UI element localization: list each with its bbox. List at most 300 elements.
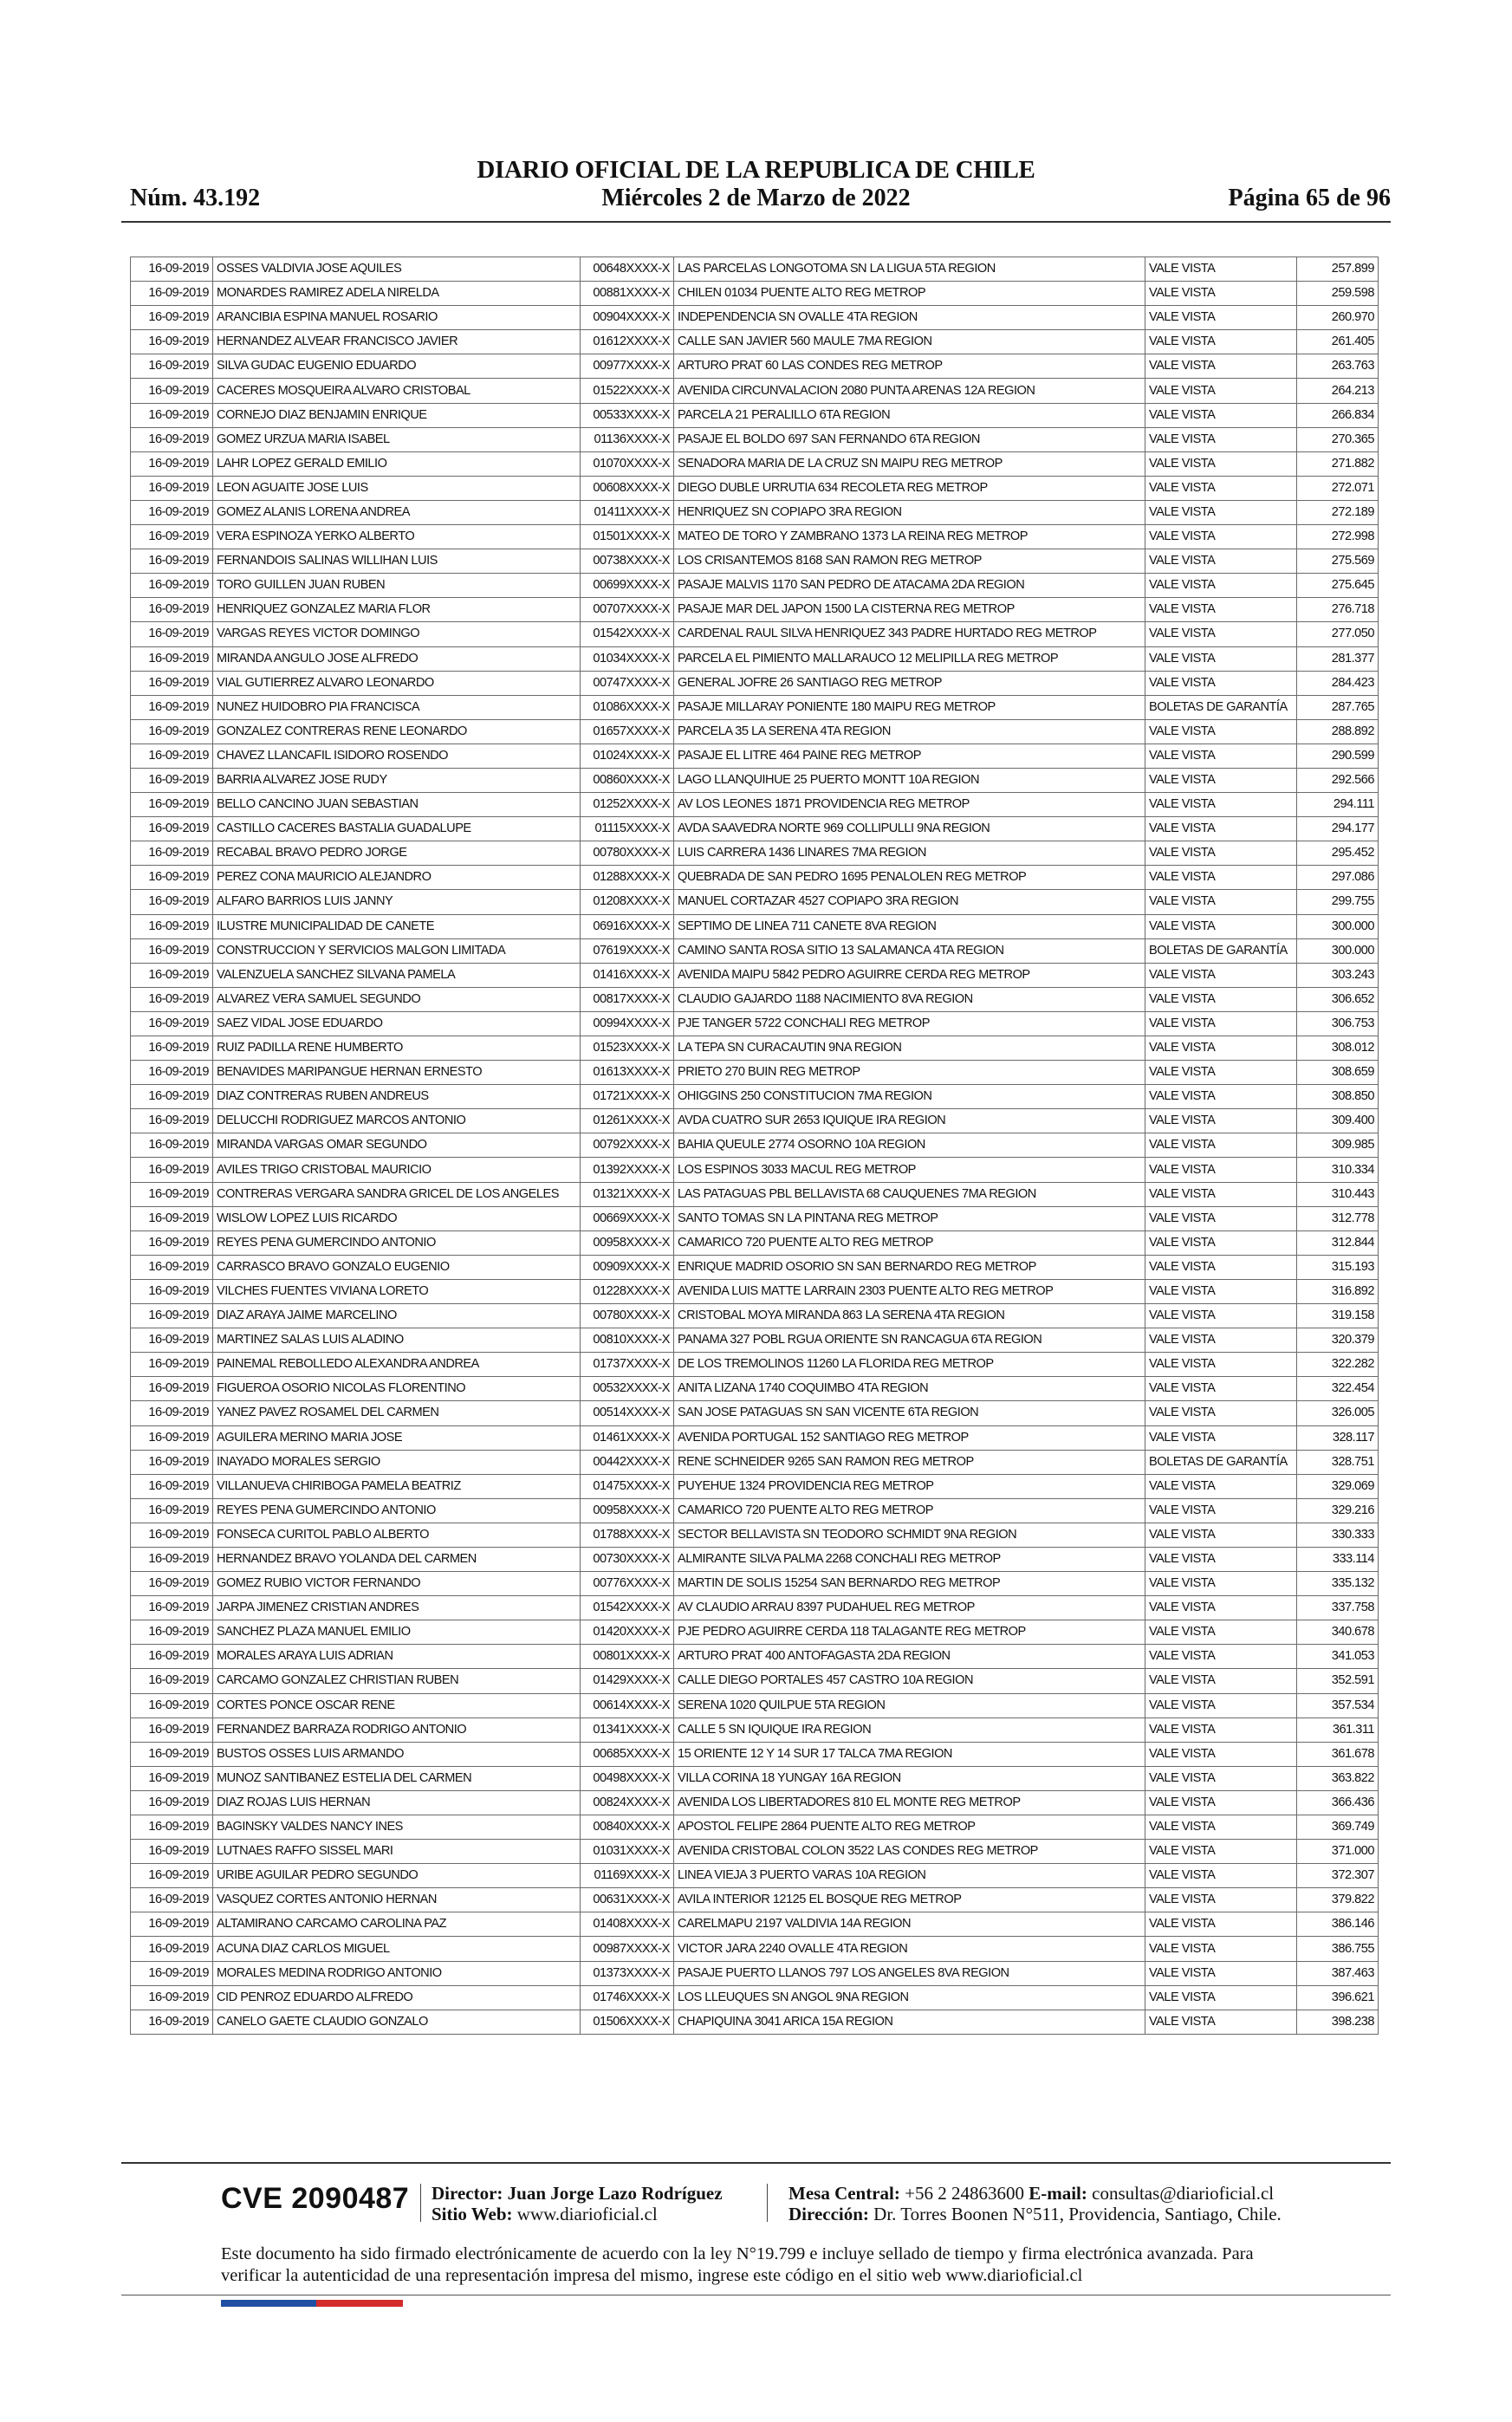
- row-address: LOS ESPINOS 3033 MACUL REG METROP: [674, 1158, 1145, 1182]
- row-name: DELUCCHI RODRIGUEZ MARCOS ANTONIO: [213, 1109, 581, 1133]
- row-rut: 00987XXXX-X: [581, 1937, 674, 1961]
- row-date: 16-09-2019: [131, 1425, 213, 1450]
- row-date: 16-09-2019: [131, 1279, 213, 1303]
- row-amount: 284.423: [1297, 671, 1379, 695]
- row-rut: 01737XXXX-X: [581, 1353, 674, 1377]
- row-payment-type: VALE VISTA: [1145, 866, 1297, 890]
- row-address: LUIS CARRERA 1436 LINARES 7MA REGION: [674, 841, 1145, 866]
- table-row: [131, 476, 1379, 500]
- row-name: CONTRERAS VERGARA SANDRA GRICEL DE LOS ANGELES: [213, 1182, 581, 1206]
- table-row: [131, 646, 1379, 671]
- row-address: LA TEPA SN CURACAUTIN 9NA REGION: [674, 1036, 1145, 1061]
- row-address: CHAPIQUINA 3041 ARICA 15A REGION: [674, 2010, 1145, 2034]
- row-address: PASAJE MAR DEL JAPON 1500 LA CISTERNA REG METROP: [674, 598, 1145, 622]
- row-name: CACERES MOSQUEIRA ALVARO CRISTOBAL: [213, 379, 581, 403]
- row-name: BELLO CANCINO JUAN SEBASTIAN: [213, 793, 581, 817]
- row-payment-type: VALE VISTA: [1145, 1279, 1297, 1303]
- row-amount: 308.659: [1297, 1061, 1379, 1085]
- row-payment-type: VALE VISTA: [1145, 1255, 1297, 1279]
- website-link[interactable]: www.diarioficial.cl: [516, 2204, 658, 2224]
- row-address: SERENA 1020 QUILPUE 5TA REGION: [674, 1693, 1145, 1717]
- table-row: [131, 866, 1379, 890]
- row-address: CAMARICO 720 PUENTE ALTO REG METROP: [674, 1230, 1145, 1255]
- row-amount: 369.749: [1297, 1815, 1379, 1840]
- row-date: 16-09-2019: [131, 1377, 213, 1401]
- row-rut: 01408XXXX-X: [581, 1912, 674, 1937]
- table-row: [131, 574, 1379, 598]
- row-name: BARRIA ALVAREZ JOSE RUDY: [213, 768, 581, 792]
- row-date: 16-09-2019: [131, 1498, 213, 1523]
- row-rut: 06916XXXX-X: [581, 914, 674, 938]
- row-address: CHILEN 01034 PUENTE ALTO REG METROP: [674, 282, 1145, 306]
- row-name: PEREZ CONA MAURICIO ALEJANDRO: [213, 866, 581, 890]
- row-date: 16-09-2019: [131, 525, 213, 549]
- row-date: 16-09-2019: [131, 646, 213, 671]
- row-amount: 263.763: [1297, 354, 1379, 379]
- row-rut: 01416XXXX-X: [581, 963, 674, 987]
- row-address: AVENIDA LUIS MATTE LARRAIN 2303 PUENTE ALTO REG METROP: [674, 1279, 1145, 1303]
- row-rut: 01746XXXX-X: [581, 1985, 674, 2010]
- row-payment-type: VALE VISTA: [1145, 1230, 1297, 1255]
- row-rut: 00977XXXX-X: [581, 354, 674, 379]
- row-amount: 328.751: [1297, 1450, 1379, 1474]
- table-row: [131, 1401, 1379, 1425]
- row-date: 16-09-2019: [131, 1620, 213, 1645]
- table-row: [131, 1328, 1379, 1353]
- row-name: VILCHES FUENTES VIVIANA LORETO: [213, 1279, 581, 1303]
- row-date: 16-09-2019: [131, 1815, 213, 1840]
- row-payment-type: VALE VISTA: [1145, 1717, 1297, 1742]
- row-rut: 01475XXXX-X: [581, 1474, 674, 1498]
- row-rut: 00533XXXX-X: [581, 403, 674, 427]
- row-address: RENE SCHNEIDER 9265 SAN RAMON REG METROP: [674, 1450, 1145, 1474]
- row-rut: 00780XXXX-X: [581, 841, 674, 866]
- row-amount: 288.892: [1297, 719, 1379, 743]
- row-date: 16-09-2019: [131, 793, 213, 817]
- row-date: 16-09-2019: [131, 1645, 213, 1669]
- row-date: 16-09-2019: [131, 695, 213, 719]
- row-rut: 00738XXXX-X: [581, 549, 674, 574]
- row-date: 16-09-2019: [131, 938, 213, 963]
- row-rut: 00747XXXX-X: [581, 671, 674, 695]
- row-amount: 387.463: [1297, 1961, 1379, 1985]
- table-row: [131, 1498, 1379, 1523]
- row-rut: 01252XXXX-X: [581, 793, 674, 817]
- row-payment-type: VALE VISTA: [1145, 1523, 1297, 1547]
- row-amount: 309.400: [1297, 1109, 1379, 1133]
- row-payment-type: VALE VISTA: [1145, 1498, 1297, 1523]
- row-rut: 01612XXXX-X: [581, 330, 674, 354]
- row-amount: 300.000: [1297, 938, 1379, 963]
- row-date: 16-09-2019: [131, 1864, 213, 1888]
- row-address: CLAUDIO GAJARDO 1188 NACIMIENTO 8VA REGION: [674, 987, 1145, 1011]
- row-date: 16-09-2019: [131, 1133, 213, 1158]
- row-address: AVDA CUATRO SUR 2653 IQUIQUE IRA REGION: [674, 1109, 1145, 1133]
- row-rut: 01070XXXX-X: [581, 451, 674, 476]
- table-row: [131, 1790, 1379, 1815]
- table-row: [131, 1206, 1379, 1230]
- row-address: PARCELA EL PIMIENTO MALLARAUCO 12 MELIPILLA REG METROP: [674, 646, 1145, 671]
- row-payment-type: VALE VISTA: [1145, 1766, 1297, 1790]
- row-payment-type: VALE VISTA: [1145, 330, 1297, 354]
- row-address: VILLA CORINA 18 YUNGAY 16A REGION: [674, 1766, 1145, 1790]
- address-label: Dirección:: [788, 2204, 869, 2224]
- row-payment-type: VALE VISTA: [1145, 476, 1297, 500]
- row-name: CID PENROZ EDUARDO ALFREDO: [213, 1985, 581, 2010]
- table-row: [131, 1304, 1379, 1328]
- row-address: ANITA LIZANA 1740 COQUIMBO 4TA REGION: [674, 1377, 1145, 1401]
- row-date: 16-09-2019: [131, 1766, 213, 1790]
- table-row: [131, 1255, 1379, 1279]
- row-rut: 01228XXXX-X: [581, 1279, 674, 1303]
- row-payment-type: BOLETAS DE GARANTÍA: [1145, 1450, 1297, 1474]
- row-name: MORALES ARAYA LUIS ADRIAN: [213, 1645, 581, 1669]
- row-date: 16-09-2019: [131, 1840, 213, 1864]
- row-name: BENAVIDES MARIPANGUE HERNAN ERNESTO: [213, 1061, 581, 1085]
- table-row: [131, 768, 1379, 792]
- row-date: 16-09-2019: [131, 574, 213, 598]
- legal-notice: Este documento ha sido firmado electrónicamente de acuerdo con la ley N°19.799 e incluye sellado de tiempo y firma electrónica avanzada. Para verificar la autenticidad de una representación impresa del mismo, ingrese este código en el sitio web www.diarioficial.cl: [221, 2244, 1254, 2285]
- row-rut: 01411XXXX-X: [581, 500, 674, 524]
- table-row: [131, 938, 1379, 963]
- row-date: 16-09-2019: [131, 1085, 213, 1109]
- row-rut: 01788XXXX-X: [581, 1523, 674, 1547]
- row-rut: 01522XXXX-X: [581, 379, 674, 403]
- row-name: ILUSTRE MUNICIPALIDAD DE CANETE: [213, 914, 581, 938]
- row-amount: 259.598: [1297, 282, 1379, 306]
- row-payment-type: VALE VISTA: [1145, 1304, 1297, 1328]
- row-name: FIGUEROA OSORIO NICOLAS FLORENTINO: [213, 1377, 581, 1401]
- row-date: 16-09-2019: [131, 671, 213, 695]
- email-link[interactable]: consultas@diarioficial.cl: [1092, 2183, 1275, 2204]
- row-rut: 00685XXXX-X: [581, 1742, 674, 1766]
- row-amount: 308.850: [1297, 1085, 1379, 1109]
- payments-table: [130, 256, 1379, 2035]
- table-row: [131, 1693, 1379, 1717]
- row-address: AVENIDA LOS LIBERTADORES 810 EL MONTE REG METROP: [674, 1790, 1145, 1815]
- row-name: CONSTRUCCION Y SERVICIOS MALGON LIMITADA: [213, 938, 581, 963]
- row-payment-type: VALE VISTA: [1145, 793, 1297, 817]
- table-row: [131, 1985, 1379, 2010]
- row-name: BUSTOS OSSES LUIS ARMANDO: [213, 1742, 581, 1766]
- table-row: [131, 525, 1379, 549]
- row-amount: 335.132: [1297, 1572, 1379, 1596]
- row-name: ALFARO BARRIOS LUIS JANNY: [213, 890, 581, 914]
- row-amount: 361.311: [1297, 1717, 1379, 1742]
- row-date: 16-09-2019: [131, 1109, 213, 1133]
- row-amount: 326.005: [1297, 1401, 1379, 1425]
- row-amount: 333.114: [1297, 1547, 1379, 1571]
- row-amount: 330.333: [1297, 1523, 1379, 1547]
- director-label: Director:: [432, 2183, 503, 2204]
- row-rut: 00780XXXX-X: [581, 1304, 674, 1328]
- row-amount: 398.238: [1297, 2010, 1379, 2034]
- row-payment-type: VALE VISTA: [1145, 1693, 1297, 1717]
- row-amount: 295.452: [1297, 841, 1379, 866]
- row-address: INDEPENDENCIA SN OVALLE 4TA REGION: [674, 306, 1145, 330]
- row-address: AV CLAUDIO ARRAU 8397 PUDAHUEL REG METROP: [674, 1596, 1145, 1620]
- row-name: GOMEZ URZUA MARIA ISABEL: [213, 427, 581, 451]
- row-address: LINEA VIEJA 3 PUERTO VARAS 10A REGION: [674, 1864, 1145, 1888]
- table-row: [131, 354, 1379, 379]
- row-amount: 340.678: [1297, 1620, 1379, 1645]
- table-row: [131, 890, 1379, 914]
- row-rut: 01024XXXX-X: [581, 743, 674, 768]
- row-address: LOS CRISANTEMOS 8168 SAN RAMON REG METROP: [674, 549, 1145, 574]
- flag-stripe-blue: [221, 2300, 316, 2307]
- row-date: 16-09-2019: [131, 1790, 213, 1815]
- table-row: [131, 451, 1379, 476]
- row-address: QUEBRADA DE SAN PEDRO 1695 PENALOLEN REG METROP: [674, 866, 1145, 890]
- row-name: REYES PENA GUMERCINDO ANTONIO: [213, 1230, 581, 1255]
- row-payment-type: VALE VISTA: [1145, 1912, 1297, 1937]
- row-payment-type: VALE VISTA: [1145, 1109, 1297, 1133]
- row-name: DIAZ ROJAS LUIS HERNAN: [213, 1790, 581, 1815]
- row-date: 16-09-2019: [131, 987, 213, 1011]
- row-address: PASAJE EL LITRE 464 PAINE REG METROP: [674, 743, 1145, 768]
- table-row: [131, 1645, 1379, 1669]
- row-rut: 00608XXXX-X: [581, 476, 674, 500]
- row-amount: 341.053: [1297, 1645, 1379, 1669]
- row-date: 16-09-2019: [131, 598, 213, 622]
- address-text: Dr. Torres Boonen N°511, Providencia, Santiago, Chile.: [873, 2204, 1282, 2224]
- row-address: AVENIDA MAIPU 5842 PEDRO AGUIRRE CERDA REG METROP: [674, 963, 1145, 987]
- table-row: [131, 1523, 1379, 1547]
- row-name: VASQUEZ CORTES ANTONIO HERNAN: [213, 1888, 581, 1912]
- row-rut: 00824XXXX-X: [581, 1790, 674, 1815]
- row-date: 16-09-2019: [131, 841, 213, 866]
- phone-number: +56 2 24863600: [905, 2183, 1024, 2204]
- row-address: 15 ORIENTE 12 Y 14 SUR 17 TALCA 7MA REGION: [674, 1742, 1145, 1766]
- row-rut: 01542XXXX-X: [581, 1596, 674, 1620]
- row-name: CHAVEZ LLANCAFIL ISIDORO ROSENDO: [213, 743, 581, 768]
- table-row: [131, 257, 1379, 282]
- row-amount: 260.970: [1297, 306, 1379, 330]
- row-amount: 329.069: [1297, 1474, 1379, 1498]
- website-label: Sitio Web:: [432, 2204, 513, 2224]
- row-date: 16-09-2019: [131, 257, 213, 282]
- row-rut: 00514XXXX-X: [581, 1401, 674, 1425]
- row-name: CANELO GAETE CLAUDIO GONZALO: [213, 2010, 581, 2034]
- row-date: 16-09-2019: [131, 1401, 213, 1425]
- table-row: [131, 1572, 1379, 1596]
- row-date: 16-09-2019: [131, 1888, 213, 1912]
- table-row: [131, 914, 1379, 938]
- row-address: ENRIQUE MADRID OSORIO SN SAN BERNARDO REG METROP: [674, 1255, 1145, 1279]
- row-name: GONZALEZ CONTRERAS RENE LEONARDO: [213, 719, 581, 743]
- row-name: LAHR LOPEZ GERALD EMILIO: [213, 451, 581, 476]
- table-row: [131, 1377, 1379, 1401]
- table-row: [131, 1912, 1379, 1937]
- table-row: [131, 1717, 1379, 1742]
- row-amount: 257.899: [1297, 257, 1379, 282]
- table-row: [131, 695, 1379, 719]
- row-rut: 00958XXXX-X: [581, 1498, 674, 1523]
- row-amount: 272.998: [1297, 525, 1379, 549]
- table-row: [131, 1474, 1379, 1498]
- phone-label: Mesa Central:: [788, 2183, 900, 2204]
- row-date: 16-09-2019: [131, 1036, 213, 1061]
- row-amount: 319.158: [1297, 1304, 1379, 1328]
- row-name: FERNANDOIS SALINAS WILLIHAN LUIS: [213, 549, 581, 574]
- table-row: [131, 306, 1379, 330]
- row-payment-type: VALE VISTA: [1145, 963, 1297, 987]
- row-rut: 01501XXXX-X: [581, 525, 674, 549]
- row-payment-type: VALE VISTA: [1145, 598, 1297, 622]
- row-name: URIBE AGUILAR PEDRO SEGUNDO: [213, 1864, 581, 1888]
- row-address: PASAJE MALVIS 1170 SAN PEDRO DE ATACAMA 2DA REGION: [674, 574, 1145, 598]
- row-address: PUYEHUE 1324 PROVIDENCIA REG METROP: [674, 1474, 1145, 1498]
- row-rut: 01392XXXX-X: [581, 1158, 674, 1182]
- row-name: DIAZ CONTRERAS RUBEN ANDREUS: [213, 1085, 581, 1109]
- row-rut: 00498XXXX-X: [581, 1766, 674, 1790]
- table-row: [131, 987, 1379, 1011]
- row-date: 16-09-2019: [131, 1742, 213, 1766]
- row-rut: 01657XXXX-X: [581, 719, 674, 743]
- row-payment-type: VALE VISTA: [1145, 1328, 1297, 1353]
- row-payment-type: VALE VISTA: [1145, 768, 1297, 792]
- row-date: 16-09-2019: [131, 1937, 213, 1961]
- row-payment-type: VALE VISTA: [1145, 987, 1297, 1011]
- row-amount: 386.146: [1297, 1912, 1379, 1937]
- row-date: 16-09-2019: [131, 1061, 213, 1085]
- row-amount: 299.755: [1297, 890, 1379, 914]
- row-rut: 01086XXXX-X: [581, 695, 674, 719]
- row-rut: 00801XXXX-X: [581, 1645, 674, 1669]
- row-payment-type: VALE VISTA: [1145, 1085, 1297, 1109]
- row-amount: 294.177: [1297, 817, 1379, 841]
- row-date: 16-09-2019: [131, 330, 213, 354]
- row-payment-type: VALE VISTA: [1145, 403, 1297, 427]
- row-payment-type: VALE VISTA: [1145, 1815, 1297, 1840]
- row-payment-type: VALE VISTA: [1145, 1937, 1297, 1961]
- row-amount: 306.753: [1297, 1011, 1379, 1036]
- row-rut: 01288XXXX-X: [581, 866, 674, 890]
- issue-date: Miércoles 2 de Marzo de 2022: [601, 185, 911, 211]
- row-amount: 266.834: [1297, 403, 1379, 427]
- row-payment-type: VALE VISTA: [1145, 743, 1297, 768]
- table-row: [131, 1620, 1379, 1645]
- row-address: SECTOR BELLAVISTA SN TEODORO SCHMIDT 9NA REGION: [674, 1523, 1145, 1547]
- row-payment-type: VALE VISTA: [1145, 1985, 1297, 2010]
- row-payment-type: VALE VISTA: [1145, 1547, 1297, 1571]
- row-name: HERNANDEZ ALVEAR FRANCISCO JAVIER: [213, 330, 581, 354]
- row-payment-type: VALE VISTA: [1145, 574, 1297, 598]
- row-payment-type: VALE VISTA: [1145, 354, 1297, 379]
- row-date: 16-09-2019: [131, 890, 213, 914]
- row-address: ALMIRANTE SILVA PALMA 2268 CONCHALI REG METROP: [674, 1547, 1145, 1571]
- row-date: 16-09-2019: [131, 1693, 213, 1717]
- table-row: [131, 1450, 1379, 1474]
- row-address: SANTO TOMAS SN LA PINTANA REG METROP: [674, 1206, 1145, 1230]
- row-name: ACUNA DIAZ CARLOS MIGUEL: [213, 1937, 581, 1961]
- row-date: 16-09-2019: [131, 1596, 213, 1620]
- row-address: AVENIDA CRISTOBAL COLON 3522 LAS CONDES REG METROP: [674, 1840, 1145, 1864]
- row-address: PARCELA 35 LA SERENA 4TA REGION: [674, 719, 1145, 743]
- row-payment-type: VALE VISTA: [1145, 549, 1297, 574]
- table-row: [131, 1061, 1379, 1085]
- row-name: NUNEZ HUIDOBRO PIA FRANCISCA: [213, 695, 581, 719]
- row-amount: 310.334: [1297, 1158, 1379, 1182]
- row-date: 16-09-2019: [131, 306, 213, 330]
- row-amount: 272.071: [1297, 476, 1379, 500]
- row-rut: 00707XXXX-X: [581, 598, 674, 622]
- row-address: PASAJE MILLARAY PONIENTE 180 MAIPU REG METROP: [674, 695, 1145, 719]
- row-address: LAS PATAGUAS PBL BELLAVISTA 68 CAUQUENES 7MA REGION: [674, 1182, 1145, 1206]
- row-amount: 316.892: [1297, 1279, 1379, 1303]
- table-row: [131, 1815, 1379, 1840]
- row-name: FONSECA CURITOL PABLO ALBERTO: [213, 1523, 581, 1547]
- row-address: PRIETO 270 BUIN REG METROP: [674, 1061, 1145, 1085]
- row-amount: 371.000: [1297, 1840, 1379, 1864]
- row-rut: 01373XXXX-X: [581, 1961, 674, 1985]
- row-rut: 00810XXXX-X: [581, 1328, 674, 1353]
- row-payment-type: VALE VISTA: [1145, 282, 1297, 306]
- table-row: [131, 1085, 1379, 1109]
- row-date: 16-09-2019: [131, 354, 213, 379]
- row-amount: 329.216: [1297, 1498, 1379, 1523]
- row-name: GOMEZ ALANIS LORENA ANDREA: [213, 500, 581, 524]
- row-payment-type: VALE VISTA: [1145, 1353, 1297, 1377]
- row-payment-type: VALE VISTA: [1145, 1425, 1297, 1450]
- row-amount: 372.307: [1297, 1864, 1379, 1888]
- row-name: JARPA JIMENEZ CRISTIAN ANDRES: [213, 1596, 581, 1620]
- table-row: [131, 1353, 1379, 1377]
- table-row: [131, 743, 1379, 768]
- row-rut: 00994XXXX-X: [581, 1011, 674, 1036]
- row-name: VALENZUELA SANCHEZ SILVANA PAMELA: [213, 963, 581, 987]
- row-name: LEON AGUAITE JOSE LUIS: [213, 476, 581, 500]
- row-name: ALVAREZ VERA SAMUEL SEGUNDO: [213, 987, 581, 1011]
- row-amount: 308.012: [1297, 1036, 1379, 1061]
- row-payment-type: VALE VISTA: [1145, 1572, 1297, 1596]
- row-name: SILVA GUDAC EUGENIO EDUARDO: [213, 354, 581, 379]
- row-date: 16-09-2019: [131, 1255, 213, 1279]
- row-rut: 00958XXXX-X: [581, 1230, 674, 1255]
- flag-stripe-red: [316, 2300, 403, 2307]
- row-address: GENERAL JOFRE 26 SANTIAGO REG METROP: [674, 671, 1145, 695]
- row-rut: 01523XXXX-X: [581, 1036, 674, 1061]
- row-name: MIRANDA VARGAS OMAR SEGUNDO: [213, 1133, 581, 1158]
- row-date: 16-09-2019: [131, 1912, 213, 1937]
- row-payment-type: VALE VISTA: [1145, 1206, 1297, 1230]
- row-payment-type: VALE VISTA: [1145, 1961, 1297, 1985]
- row-name: FERNANDEZ BARRAZA RODRIGO ANTONIO: [213, 1717, 581, 1742]
- row-rut: 01034XXXX-X: [581, 646, 674, 671]
- row-name: SAEZ VIDAL JOSE EDUARDO: [213, 1011, 581, 1036]
- row-address: CARDENAL RAUL SILVA HENRIQUEZ 343 PADRE HURTADO REG METROP: [674, 622, 1145, 646]
- row-address: PARCELA 21 PERALILLO 6TA REGION: [674, 403, 1145, 427]
- row-name: AGUILERA MERINO MARIA JOSE: [213, 1425, 581, 1450]
- row-payment-type: VALE VISTA: [1145, 1790, 1297, 1815]
- row-amount: 287.765: [1297, 695, 1379, 719]
- row-rut: 01321XXXX-X: [581, 1182, 674, 1206]
- row-name: REYES PENA GUMERCINDO ANTONIO: [213, 1498, 581, 1523]
- row-name: ALTAMIRANO CARCAMO CAROLINA PAZ: [213, 1912, 581, 1937]
- table-row: [131, 1547, 1379, 1571]
- row-rut: 01461XXXX-X: [581, 1425, 674, 1450]
- row-date: 16-09-2019: [131, 1230, 213, 1255]
- row-name: PAINEMAL REBOLLEDO ALEXANDRA ANDREA: [213, 1353, 581, 1377]
- table-row: [131, 330, 1379, 354]
- row-address: DIEGO DUBLE URRUTIA 634 RECOLETA REG METROP: [674, 476, 1145, 500]
- director-name: Juan Jorge Lazo Rodríguez: [507, 2183, 723, 2204]
- row-date: 16-09-2019: [131, 866, 213, 890]
- row-payment-type: VALE VISTA: [1145, 1158, 1297, 1182]
- row-rut: 00442XXXX-X: [581, 1450, 674, 1474]
- table-row: [131, 1425, 1379, 1450]
- row-amount: 396.621: [1297, 1985, 1379, 2010]
